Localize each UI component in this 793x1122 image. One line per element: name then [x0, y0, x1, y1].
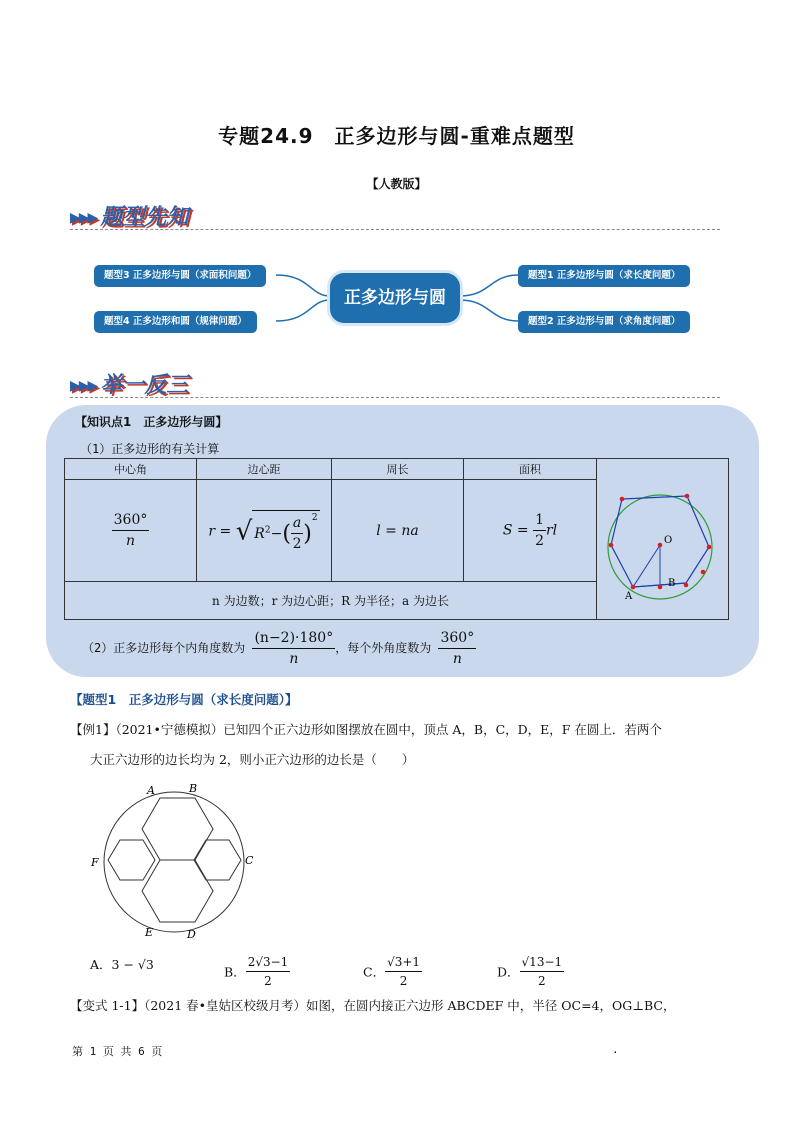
page-title: 专题24.9 正多边形与圆-重难点题型: [218, 124, 575, 148]
label-a: A: [625, 591, 633, 602]
section-practice-heading: [70, 368, 188, 399]
hexagons-in-circle-figure: [85, 778, 265, 943]
label-b: B: [189, 782, 198, 795]
section-practice-label: 举一反三: [100, 373, 189, 398]
sqrt-symbol: √: [235, 515, 253, 546]
mindmap-center: 正多边形与圆: [330, 273, 460, 323]
label-c: C: [245, 854, 254, 867]
mindmap-node-type1: 题型1 正多边形与圆（求长度问题）: [518, 265, 690, 287]
header-center-angle: 中心角: [65, 459, 197, 480]
section-preview-label: 题型先知: [100, 205, 189, 230]
type1-heading: 【题型1 正多边形与圆（求长度问题）】: [70, 692, 298, 707]
option-b: B． $\frac{2√3-1}{2}$: [224, 955, 289, 988]
formula-note: n 为边数；r 为边心距；R 为半径；a 为边长: [65, 582, 597, 620]
mindmap-node-type2: 题型2 正多边形与圆（求角度问题）: [518, 311, 690, 333]
triple-arrow-icon: ▶▶▶: [70, 378, 97, 394]
label-a: A: [147, 784, 155, 797]
apothem-formula: r = √ $R^2-$( $\frac{a}{2}$ )$^2$: [197, 480, 332, 582]
label-f: F: [91, 856, 99, 869]
option-c: C． $\frac{√3+1}{2}$: [363, 955, 421, 988]
label-e: E: [145, 926, 154, 939]
label-o: O: [664, 535, 673, 546]
mindmap-node-type3: 题型3 正多边形与圆（求面积问题）: [94, 265, 266, 287]
mindmap-node-type4: 题型4 正多边形和圆（规律问题）: [94, 311, 257, 333]
page-number: 第 1 页 共 6 页: [72, 1045, 163, 1058]
knowledge-title: 【知识点1 正多边形与圆】: [75, 415, 228, 429]
knowledge-subtitle-1: （1）正多边形的有关计算: [80, 442, 220, 456]
header-area: 面积: [464, 459, 597, 480]
label-b: B: [668, 578, 676, 589]
knowledge-subtitle-2: （2）正多边形每个内角度数为 $\frac{(n-2)\cdot 180^\circ}{n}$ ，每个外角度数为 $\frac{360^\circ}{n}$: [82, 630, 475, 667]
center-angle-formula: $\frac{360^\circ}{n}$: [65, 480, 197, 582]
perimeter-formula: l = na: [332, 480, 464, 582]
edition-label: 【人教版】: [366, 177, 427, 191]
footer-dot: .: [612, 1043, 619, 1056]
formula-table: [64, 458, 729, 620]
header-apothem: 边心距: [197, 459, 332, 480]
area-formula: S = $\frac{1}{2}$ rl: [464, 480, 597, 582]
header-perimeter: 周长: [332, 459, 464, 480]
variant-1-1: 【变式 1-1】（2021 春•皇姑区校级月考）如图，在圆内接正六边形 ABCDEF 中，半径 OC=4，OG⊥BC，: [70, 998, 676, 1013]
section-divider: [70, 397, 720, 398]
triple-arrow-icon: ▶▶▶: [70, 210, 97, 226]
option-d: D． $\frac{√13-1}{2}$: [497, 955, 563, 988]
hexagon-figure-cell: [597, 459, 729, 620]
example1-line2: 大正六边形的边长均为 2，则小正六边形的边长是（ ）: [90, 752, 415, 767]
example1-line1: 【例1】（2021•宁德模拟）已知四个正六边形如图摆放在圆中，顶点 A，B，C，D，E，F 在圆上．若两个: [70, 722, 662, 737]
label-d: D: [187, 928, 196, 941]
inscribed-hexagon-figure: [597, 459, 727, 615]
option-a: A．3 − √3: [90, 957, 154, 972]
